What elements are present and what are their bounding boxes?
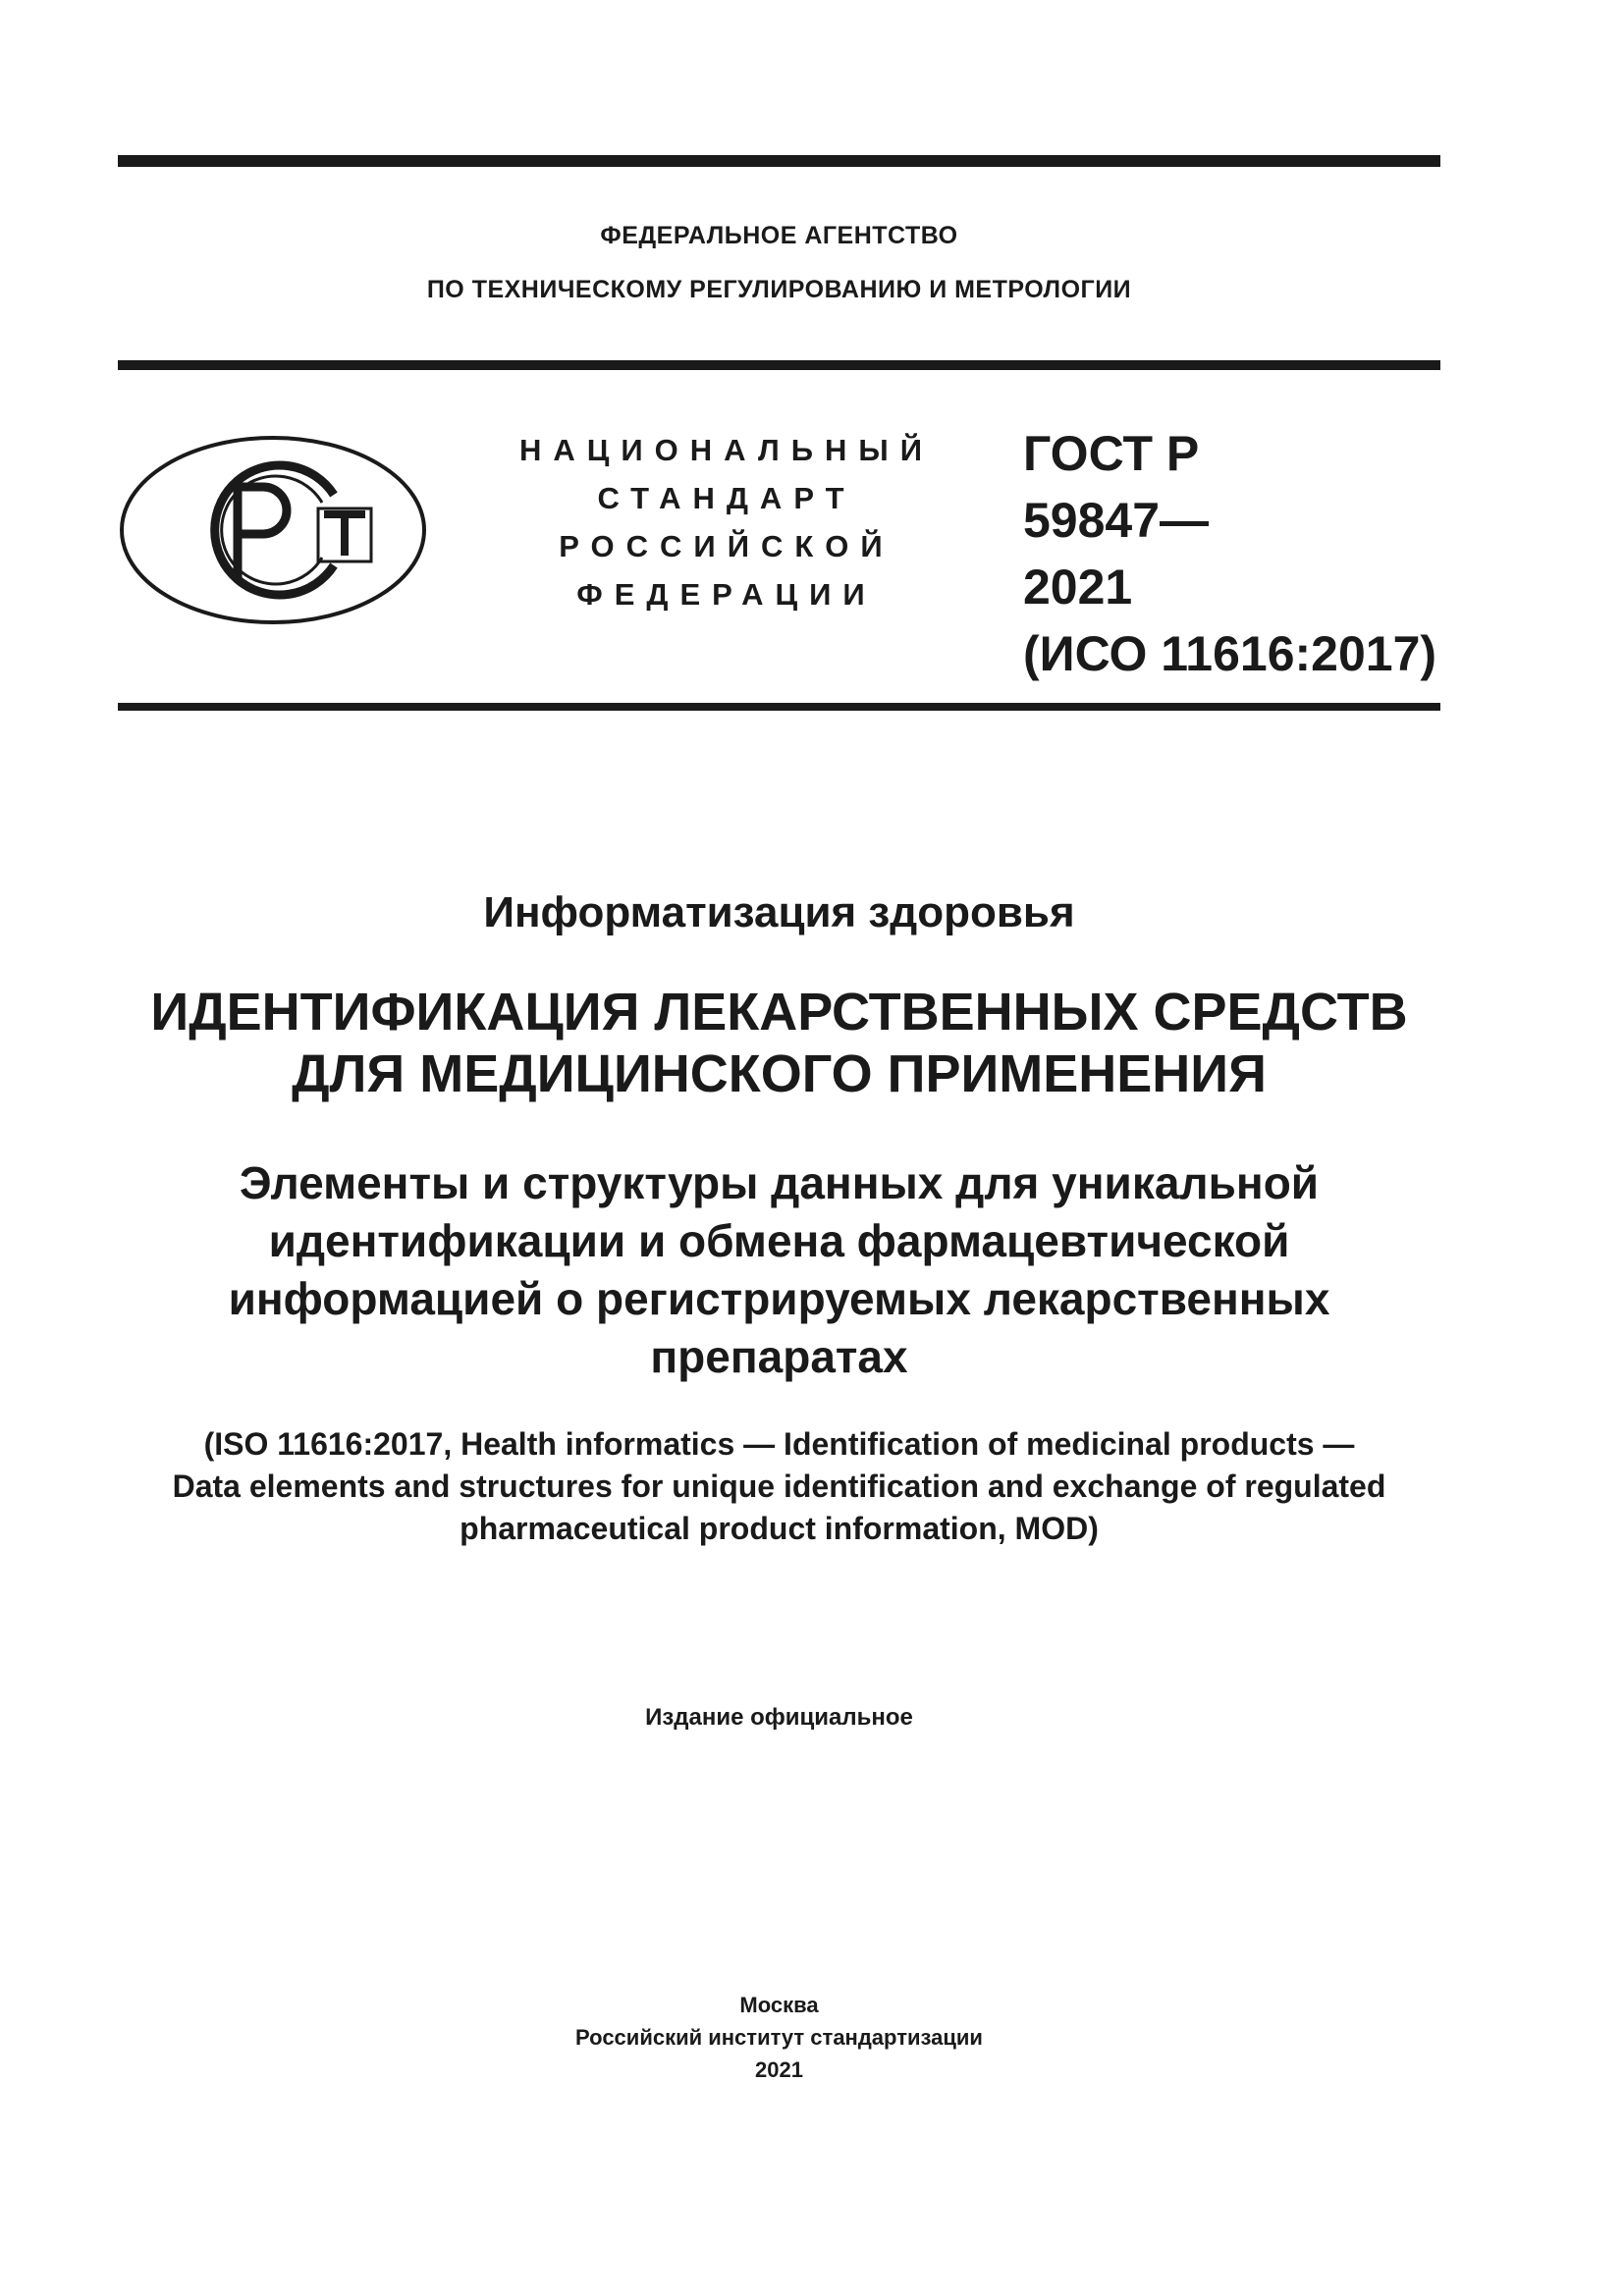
imprint-city: Москва [739,1993,819,2017]
sub-title [118,1154,1440,1386]
sub-title-line-3: информацией о регистрируемых лекарственных [228,1273,1330,1324]
standard-type-line-3: РОССИЙСКОЙ [559,529,894,563]
designation-line-4: (ИСО 11616:2017) [1023,626,1437,681]
subject-area-title: Информатизация здоровья [483,888,1075,936]
designation-rule [118,703,1440,711]
imprint-year: 2021 [755,2057,803,2082]
gost-r-emblem-icon [116,432,430,628]
sub-title-line-2: идентификации и обмена фармацевтической [268,1215,1290,1266]
designation-line-2: 59847— [1023,493,1210,548]
emblem-letter-t [324,514,365,556]
main-title-line-2: ДЛЯ МЕДИЦИНСКОГО ПРИМЕНЕНИЯ [292,1044,1267,1103]
designation-line-3: 2021 [1023,560,1133,614]
original-reference-line-3: pharmaceutical product information, MOD) [460,1511,1099,1546]
original-standard-reference [118,1423,1440,1550]
standard-type-line-1: НАЦИОНАЛЬНЫЙ [518,433,935,467]
original-reference-line-2: Data elements and structures for unique identification and exchange of regulated [172,1468,1386,1504]
standard-type-block [491,426,962,618]
standard-type-line-4: ФЕДЕРАЦИИ [576,577,877,612]
sub-title-line-4: препаратах [650,1331,908,1382]
main-title-line-1: ИДЕНТИФИКАЦИЯ ЛЕКАРСТВЕННЫХ СРЕДСТВ [150,983,1408,1041]
sub-title-line-1: Элементы и структуры данных для уникальной [239,1157,1320,1208]
original-reference-line-1: (ISO 11616:2017, Health informatics — Identification of medicinal products — [203,1426,1355,1462]
standard-type-line-2: СТАНДАРТ [597,481,856,515]
agency-name-line-2: ПО ТЕХНИЧЕСКОМУ РЕГУЛИРОВАНИЮ И МЕТРОЛОГИИ [426,276,1132,303]
imprint-block [118,1989,1440,2086]
top-rule [118,155,1440,167]
agency-name-line-1: ФЕДЕРАЛЬНОЕ АГЕНТСТВО [600,222,958,249]
header-rule [118,360,1440,370]
emblem-letter-p [238,487,287,579]
imprint-publisher: Российский институт стандартизации [575,2025,983,2050]
standard-designation [1023,420,1436,687]
main-title [118,982,1440,1105]
edition-label: Издание официальное [645,1704,913,1731]
designation-line-1: ГОСТ Р [1023,426,1200,481]
